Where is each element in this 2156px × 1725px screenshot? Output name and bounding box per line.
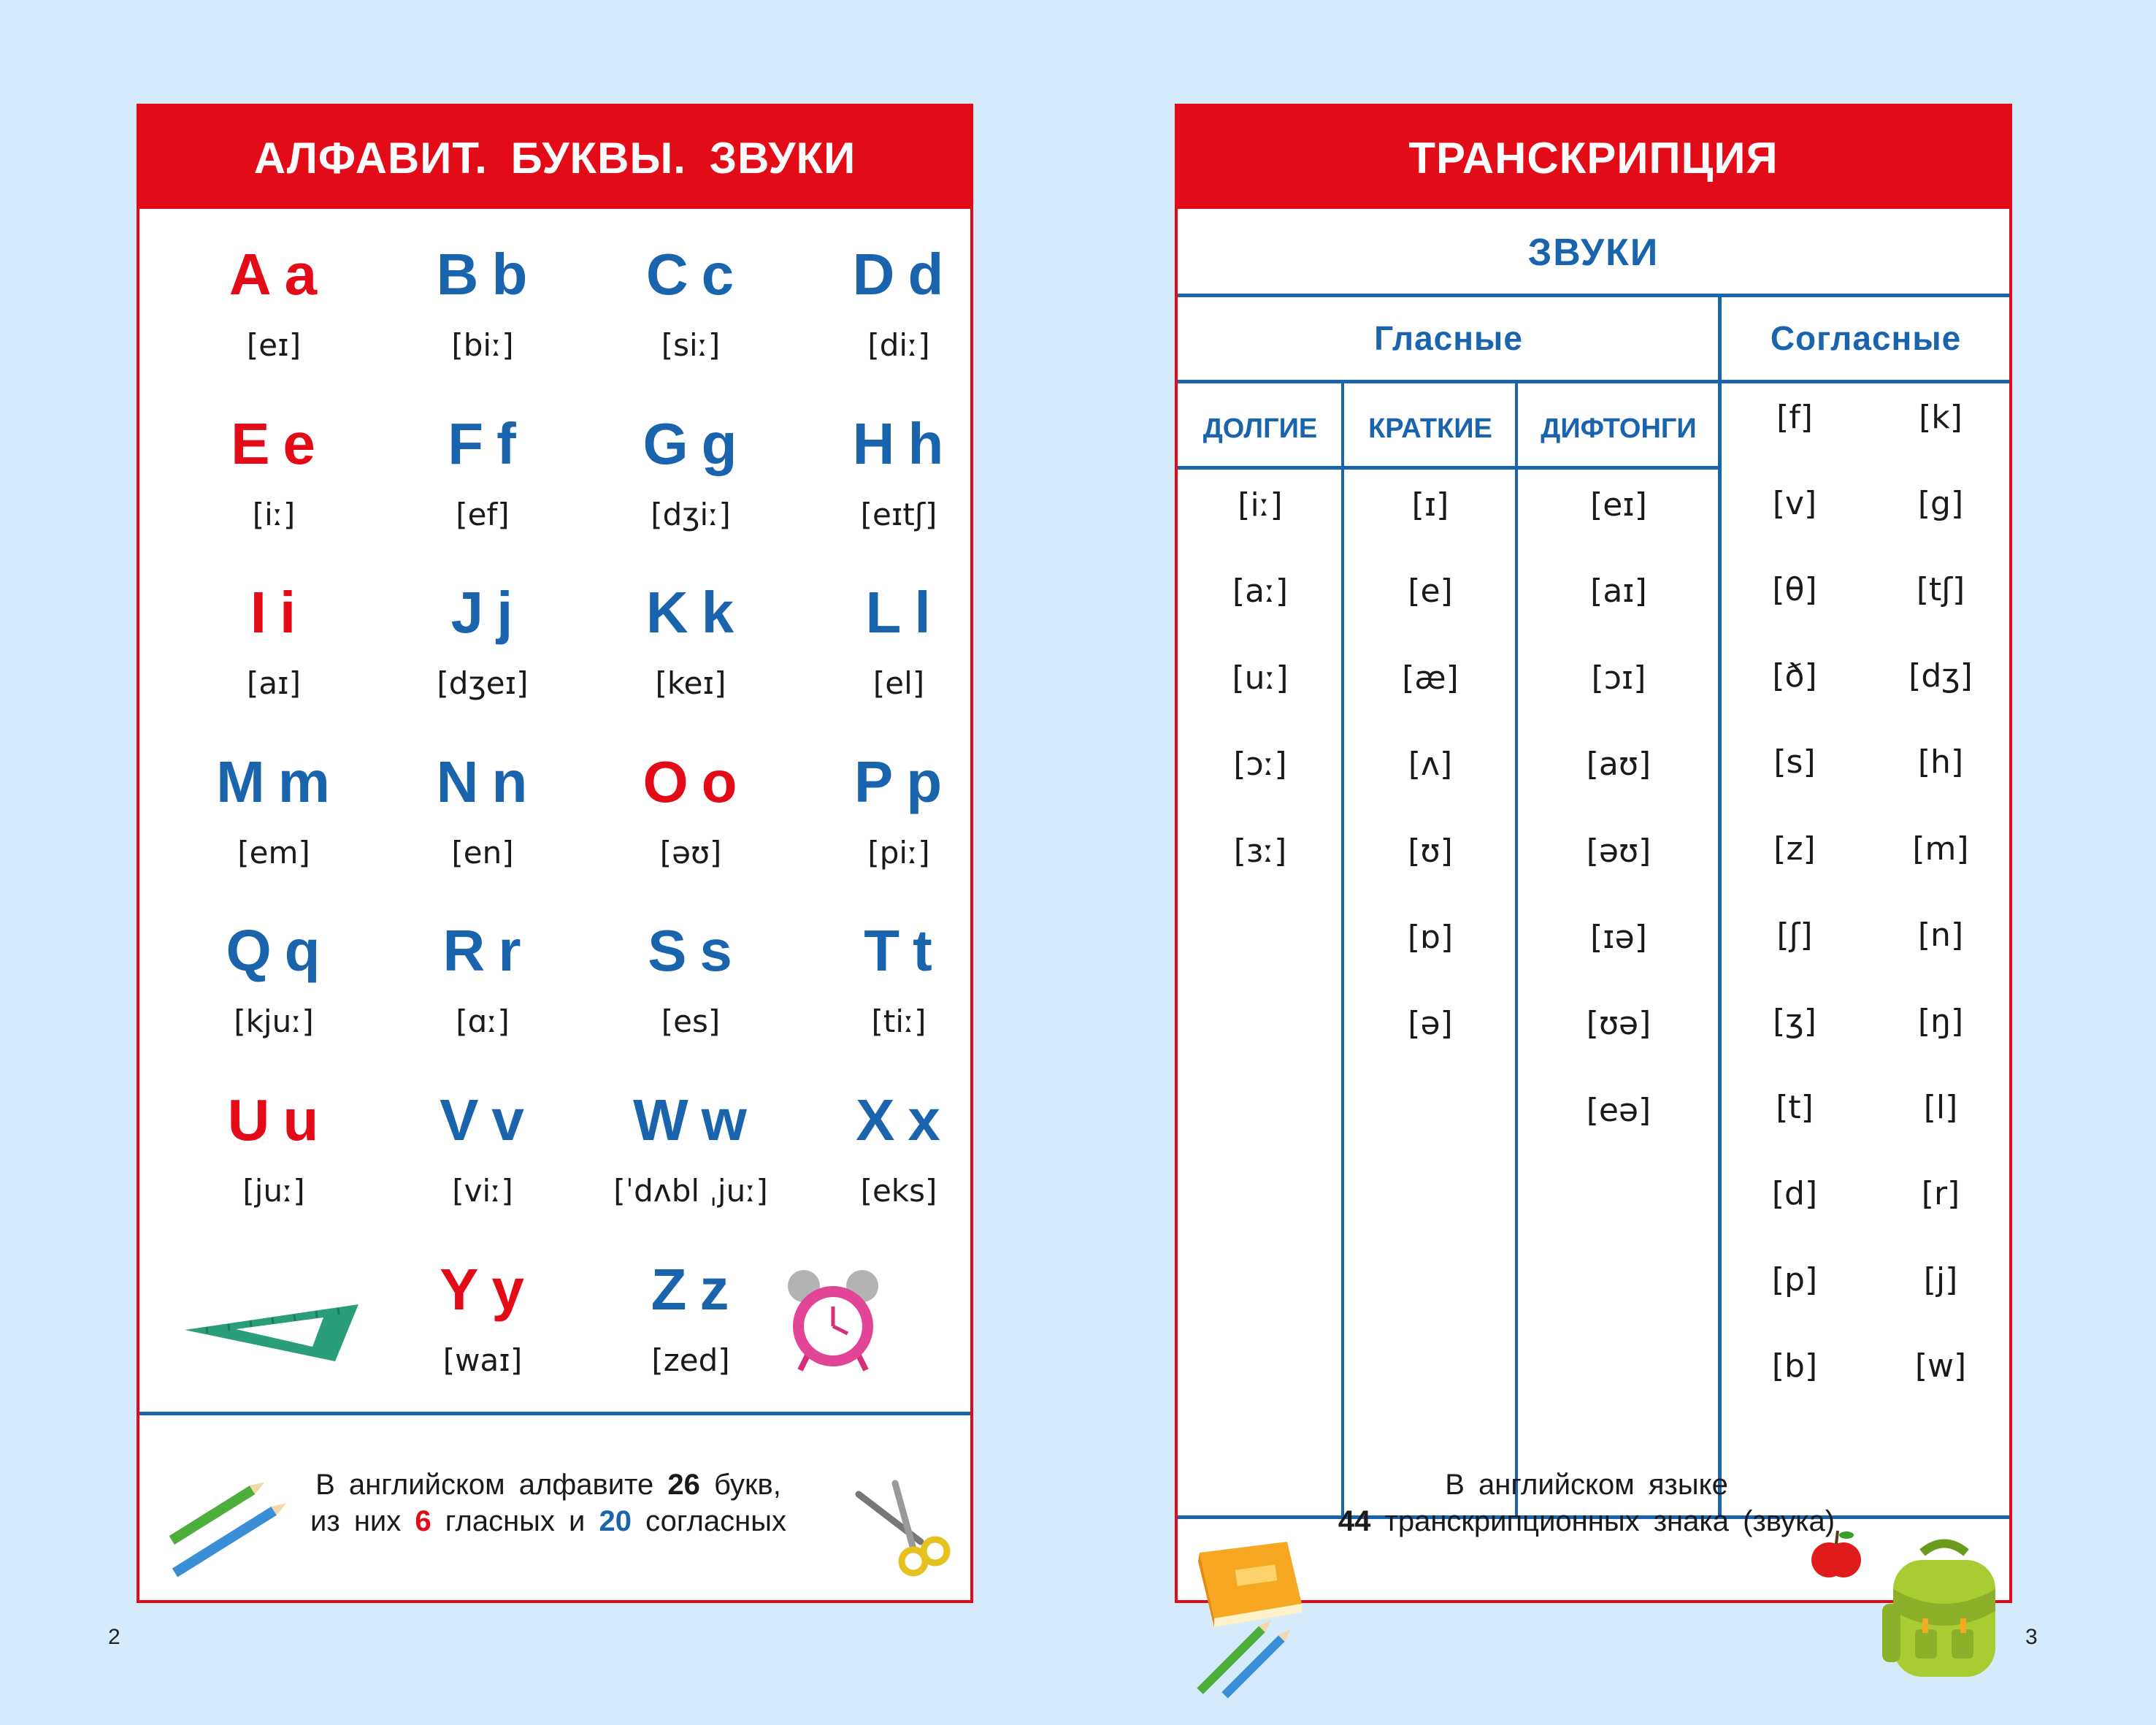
consonant: [f] (1776, 399, 1813, 436)
letter-card-x (797, 1087, 1001, 1209)
letter-pair: O o (642, 749, 739, 814)
letter-transcription: [waɪ] (442, 1342, 523, 1378)
letter-card-r (380, 918, 585, 1039)
letter-transcription: [ˈdʌbl ˌjuː] (613, 1173, 768, 1209)
letter-card-d (797, 242, 1001, 363)
letter-transcription: [əʊ] (659, 835, 722, 871)
diphthong: [ɪə] (1590, 919, 1647, 956)
letter-transcription: [ef] (456, 497, 510, 532)
short-vowel: [ɒ] (1407, 919, 1454, 956)
letter-card-p (797, 749, 1001, 871)
diphthong: [eɪ] (1590, 486, 1647, 524)
letter-card-a (172, 242, 376, 363)
short-vowel: [e] (1408, 573, 1453, 611)
set-square-icon (185, 1290, 360, 1370)
consonant: [θ] (1772, 571, 1817, 609)
diphthong: [ɔɪ] (1591, 659, 1646, 697)
letter-card-i (172, 580, 376, 701)
sounds-subtitle: ЗВУКИ (1527, 232, 1660, 274)
letter-pair: H h (852, 411, 945, 476)
letter-transcription: [keɪ] (655, 665, 726, 701)
letter-transcription: [ɑː] (456, 1003, 510, 1039)
letter-transcription: [viː] (452, 1173, 513, 1209)
letter-transcription: [kjuː] (234, 1003, 314, 1039)
long-vowel: [ɜː] (1233, 832, 1287, 870)
short-vowel: [ə] (1408, 1005, 1453, 1043)
short-vowel: [ʌ] (1408, 746, 1453, 784)
letter-pair: X x (856, 1087, 942, 1152)
letter-card-y (380, 1257, 585, 1378)
letter-transcription: [eɪtʃ] (860, 497, 937, 532)
letter-card-m (172, 749, 376, 871)
consonants-header: Согласные (1770, 319, 1962, 357)
letter-transcription: [diː] (867, 327, 930, 363)
alphabet-title: АЛФАВИТ. БУКВЫ. ЗВУКИ (139, 107, 970, 209)
consonant: [ʒ] (1773, 1002, 1817, 1040)
page-number-left: 2 (108, 1625, 120, 1649)
divider (1178, 380, 2009, 383)
alarm-clock-icon (782, 1264, 884, 1374)
consonant: [k] (1919, 399, 1963, 436)
letter-pair: Z z (651, 1257, 731, 1322)
letter-card-o (588, 749, 793, 871)
consonant: [ð] (1772, 657, 1817, 695)
consonant: [g] (1917, 485, 1964, 523)
letter-card-u (172, 1087, 376, 1209)
letter-pair: F f (448, 411, 518, 476)
letter-card-t (797, 918, 1001, 1039)
letter-pair: S s (648, 918, 734, 983)
consonant: [v] (1772, 485, 1817, 523)
long-vowel: [iː] (1238, 486, 1283, 524)
letter-card-z (588, 1257, 793, 1378)
letter-transcription: [dʒeɪ] (437, 665, 529, 701)
letter-pair: K k (645, 580, 736, 645)
alphabet-summary: В английском алфавите 26 букв, из них 6 гласных и 20 согласных (310, 1469, 786, 1537)
alphabet-card (137, 104, 973, 1603)
letter-pair: R r (442, 918, 523, 983)
letter-card-q (172, 918, 376, 1039)
consonant: [b] (1771, 1347, 1818, 1385)
consonant: [dʒ] (1908, 657, 1973, 695)
diphthong: [ʊə] (1586, 1005, 1651, 1043)
short-vowel: [æ] (1402, 659, 1459, 697)
letter-card-g (588, 411, 793, 532)
consonant: [z] (1773, 830, 1816, 868)
short-vowels-header: КРАТКИЕ (1368, 413, 1492, 444)
consonant: [r] (1921, 1174, 1960, 1212)
letter-transcription: [em] (237, 835, 310, 871)
letter-pair: T t (864, 918, 934, 983)
consonant: [ŋ] (1917, 1002, 1964, 1040)
diphthongs-header: ДИФТОНГИ (1541, 413, 1697, 444)
letter-card-n (380, 749, 585, 871)
consonant: [ʃ] (1776, 916, 1813, 954)
pencils-icon (1192, 1626, 1294, 1699)
letter-transcription: [aɪ] (246, 665, 302, 701)
letter-card-h (797, 411, 1001, 532)
transcription-title: ТРАНСКРИПЦИЯ (1178, 107, 2009, 209)
letter-transcription: [juː] (242, 1173, 305, 1209)
backpack-icon (1879, 1538, 2010, 1684)
letter-card-w (588, 1087, 793, 1209)
column-divider (1718, 294, 1722, 1518)
letter-pair: A a (229, 242, 319, 307)
letter-card-c (588, 242, 793, 363)
letter-transcription: [biː] (451, 327, 514, 363)
consonant: [l] (1923, 1088, 1958, 1126)
diphthong: [eə] (1586, 1091, 1651, 1129)
letter-transcription: [en] (451, 835, 514, 871)
letter-pair: V v (440, 1087, 526, 1152)
letter-card-v (380, 1087, 585, 1209)
letter-card-s (588, 918, 793, 1039)
consonant: [tʃ] (1916, 571, 1965, 609)
letter-transcription: [eɪ] (246, 327, 302, 363)
pencils-icon (154, 1480, 285, 1589)
consonant: [s] (1773, 743, 1816, 781)
consonant: [w] (1914, 1347, 1967, 1385)
letter-pair: N n (436, 749, 529, 814)
long-vowel: [ɔː] (1233, 746, 1287, 784)
letter-transcription: [siː] (661, 327, 721, 363)
letter-transcription: [dʒiː] (651, 497, 731, 532)
letter-pair: U u (227, 1087, 321, 1152)
letter-pair: P p (853, 749, 944, 814)
diphthong: [aɪ] (1590, 573, 1647, 611)
transcription-summary: В английском языке 44 транскрипционных знака (звука) (1338, 1469, 1835, 1537)
transcription-card (1175, 104, 2012, 1603)
consonant: [t] (1776, 1088, 1814, 1126)
letter-transcription: [tiː] (871, 1003, 927, 1039)
letter-card-j (380, 580, 585, 701)
letter-pair: B b (436, 242, 529, 307)
divider (139, 1412, 970, 1415)
diphthong: [əʊ] (1586, 832, 1651, 870)
letter-card-b (380, 242, 585, 363)
letter-pair: L l (865, 580, 932, 645)
letter-transcription: [es] (661, 1003, 721, 1039)
consonant: [n] (1917, 916, 1964, 954)
letter-card-k (588, 580, 793, 701)
consonant: [h] (1917, 743, 1964, 781)
letter-transcription: [el] (872, 665, 925, 701)
letter-card-f (380, 411, 585, 532)
consonant: [m] (1912, 830, 1969, 868)
short-vowel: [ʊ] (1408, 832, 1453, 870)
diphthong: [aʊ] (1586, 746, 1651, 784)
letter-pair: M m (216, 749, 331, 814)
divider (1178, 294, 2009, 297)
consonant: [d] (1771, 1174, 1818, 1212)
letter-pair: I i (250, 580, 298, 645)
book-icon (1185, 1538, 1302, 1633)
letter-card-e (172, 411, 376, 532)
short-vowel: [ɪ] (1411, 486, 1449, 524)
letter-pair: Q q (226, 918, 322, 983)
letter-transcription: [eks] (860, 1173, 937, 1209)
page-number-right: 3 (2025, 1625, 2038, 1649)
long-vowel: [aː] (1232, 573, 1289, 611)
letter-transcription: [zed] (651, 1342, 730, 1378)
letter-pair: C c (645, 242, 736, 307)
consonant: [j] (1923, 1261, 1958, 1298)
letter-transcription: [piː] (867, 835, 930, 871)
consonant: [p] (1771, 1261, 1818, 1298)
letter-pair: G g (642, 411, 739, 476)
letter-transcription: [iː] (252, 497, 296, 532)
letter-card-l (797, 580, 1001, 701)
letter-pair: D d (852, 242, 945, 307)
letter-pair: W w (633, 1087, 748, 1152)
letter-pair: E e (231, 411, 317, 476)
letter-pair: Y y (440, 1257, 526, 1322)
long-vowels-header: ДОЛГИЕ (1202, 413, 1318, 444)
letter-pair: J j (450, 580, 515, 645)
divider (1178, 466, 1719, 470)
long-vowel: [uː] (1232, 659, 1289, 697)
scissors-icon (851, 1480, 954, 1582)
vowels-header: Гласные (1374, 319, 1523, 357)
